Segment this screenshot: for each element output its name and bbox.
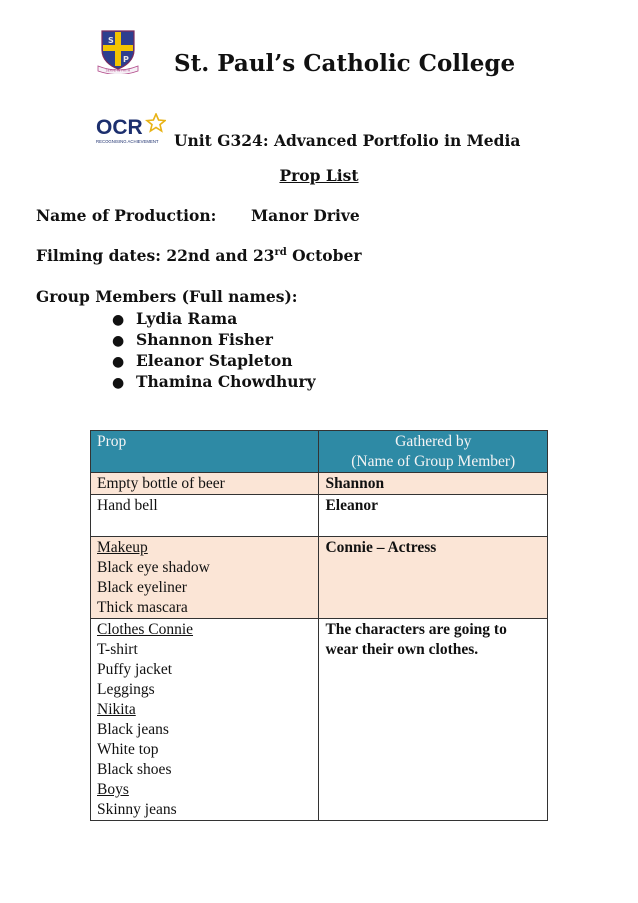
header-gathered-by: [319, 431, 548, 473]
gathered-by-cell: Connie – Actress: [319, 537, 548, 619]
member-name: Lydia Rama: [136, 309, 238, 328]
prop-cell: [91, 619, 319, 821]
prop-table: [90, 430, 548, 821]
bullet-icon: ●: [112, 333, 125, 349]
crest-letter-s: S: [108, 36, 114, 45]
list-item: [112, 308, 316, 329]
prop-item: T-shirt: [97, 641, 138, 658]
header-gathered-line2: (Name of Group Member): [351, 453, 516, 470]
crest-letter-p: P: [123, 55, 129, 64]
prop-item: Black eye shadow: [97, 559, 210, 576]
prop-category: Nikita: [97, 701, 136, 718]
bullet-icon: ●: [112, 312, 125, 328]
production-label: Name of Production:: [36, 206, 217, 225]
prop-category: Clothes Connie: [97, 621, 194, 638]
ocr-tagline: RECOGNISING ACHIEVEMENT: [96, 139, 159, 144]
ocr-logo-text: OCR: [96, 116, 143, 139]
prop-item: Puffy jacket: [97, 661, 173, 678]
prop-item: Black jeans: [97, 721, 169, 738]
table-row: [91, 619, 548, 821]
table-row: [91, 473, 548, 495]
member-name: Eleanor Stapleton: [136, 351, 293, 370]
header-gathered-line1: Gathered by: [395, 433, 472, 450]
bullet-icon: ●: [112, 375, 125, 391]
prop-cell: [91, 537, 319, 619]
prop-item: Black eyeliner: [97, 579, 187, 596]
gathered-by-cell: Eleanor: [319, 495, 548, 537]
member-list: [112, 308, 316, 392]
prop-item: Skinny jeans: [97, 801, 177, 818]
gathered-by-cell: The characters are going to wear their own clothes.: [319, 619, 548, 821]
table-row: [91, 495, 548, 537]
member-name: Shannon Fisher: [136, 330, 273, 349]
prop-category: Boys: [97, 781, 129, 798]
table-row: [91, 537, 548, 619]
college-name: St. Paul’s Catholic College: [174, 50, 516, 77]
list-item: [112, 329, 316, 350]
prop-item: Thick mascara: [97, 599, 188, 616]
group-members-label: Group Members (Full names):: [36, 287, 298, 306]
bullet-icon: ●: [112, 354, 125, 370]
ocr-logo-icon: [96, 113, 166, 147]
crest-motto: SERVE IN FAITH: [105, 68, 131, 73]
list-item: [112, 350, 316, 371]
prop-item: Leggings: [97, 681, 155, 698]
prop-cell: Hand bell: [91, 495, 319, 537]
member-name: Thamina Chowdhury: [136, 372, 316, 391]
filming-dates: [36, 246, 361, 265]
prop-cell: Empty bottle of beer: [91, 473, 319, 495]
list-item: [112, 371, 316, 392]
unit-title: Unit G324: Advanced Portfolio in Media: [174, 131, 521, 150]
dates-prefix: Filming dates: 22nd and 23: [36, 246, 275, 265]
table-header-row: [91, 431, 548, 473]
production-value: Manor Drive: [251, 206, 360, 225]
prop-category: Makeup: [97, 539, 148, 556]
prop-item: White top: [97, 741, 159, 758]
header-prop: Prop: [91, 431, 319, 473]
gathered-by-cell: Shannon: [319, 473, 548, 495]
page-title: Prop List: [279, 166, 359, 185]
dates-suffix: October: [286, 246, 362, 265]
prop-item: Black shoes: [97, 761, 172, 778]
college-crest-icon: [96, 28, 140, 74]
dates-superscript: rd: [274, 247, 287, 258]
